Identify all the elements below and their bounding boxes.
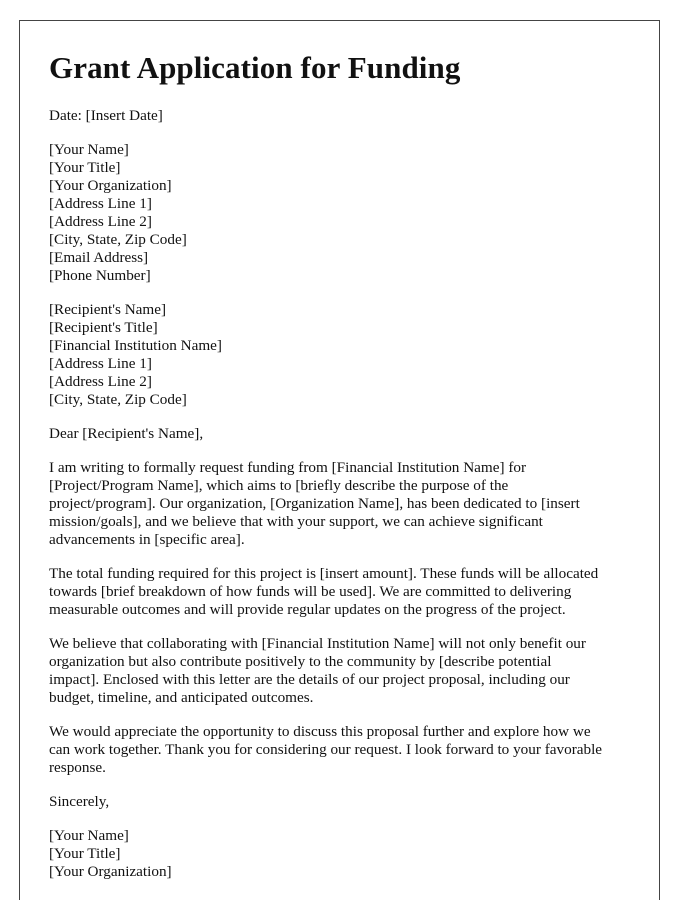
paragraph-line: We believe that collaborating with [Financial Institution Name] will not only benefit our (49, 635, 586, 652)
paragraph-line: impact]. Enclosed with this letter are the details of our project proposal, including our (49, 671, 570, 688)
signature-name: [Your Name] (49, 827, 129, 844)
body-paragraph-3 (49, 635, 639, 707)
signature-title: [Your Title] (49, 845, 121, 862)
sender-name: [Your Name] (49, 141, 129, 158)
body-paragraph-4 (49, 723, 639, 777)
recipient-institution: [Financial Institution Name] (49, 337, 222, 354)
salutation: Dear [Recipient's Name], (49, 425, 204, 442)
paragraph-line: measurable outcomes and will provide regular updates on the progress of the project. (49, 601, 566, 618)
sender-address-line-2: [Address Line 2] (49, 213, 152, 230)
body-paragraph-1 (49, 459, 639, 549)
sender-organization: [Your Organization] (49, 177, 172, 194)
paragraph-line: response. (49, 759, 106, 776)
paragraph-line: The total funding required for this project is [insert amount]. These funds will be allocated (49, 565, 599, 582)
paragraph-line: advancements in [specific area]. (49, 531, 245, 548)
sender-address-block (49, 141, 639, 285)
letter-title: Grant Application for Funding (49, 50, 461, 85)
signature-block (49, 827, 639, 881)
sender-phone: [Phone Number] (49, 267, 151, 284)
sender-address-line-1: [Address Line 1] (49, 195, 152, 212)
body-paragraph-2 (49, 565, 639, 619)
recipient-address-line-2: [Address Line 2] (49, 373, 152, 390)
paragraph-line: I am writing to formally request funding from [Financial Institution Name] for (49, 459, 527, 476)
paragraph-line: can work together. Thank you for considering our request. I look forward to your favorable (49, 741, 603, 758)
letter-page (19, 20, 660, 900)
paragraph-line: project/program]. Our organization, [Organization Name], has been dedicated to [insert (49, 495, 580, 512)
paragraph-line: towards [brief breakdown of how funds will be used]. We are committed to delivering (49, 583, 572, 600)
date-line: Date: [Insert Date] (49, 107, 163, 124)
paragraph-line: organization but also contribute positively to the community by [describe potential (49, 653, 552, 670)
recipient-name: [Recipient's Name] (49, 301, 167, 318)
recipient-address-block (49, 301, 639, 409)
recipient-address-line-1: [Address Line 1] (49, 355, 152, 372)
paragraph-line: budget, timeline, and anticipated outcomes. (49, 689, 314, 706)
sender-title: [Your Title] (49, 159, 121, 176)
sender-city-state-zip: [City, State, Zip Code] (49, 231, 187, 248)
recipient-city-state-zip: [City, State, Zip Code] (49, 391, 187, 408)
paragraph-line: We would appreciate the opportunity to discuss this proposal further and explore how we (49, 723, 591, 740)
closing: Sincerely, (49, 793, 110, 810)
signature-organization: [Your Organization] (49, 863, 172, 880)
recipient-title: [Recipient's Title] (49, 319, 158, 336)
paragraph-line: [Project/Program Name], which aims to [briefly describe the purpose of the (49, 477, 509, 494)
letter-content (49, 48, 639, 897)
sender-email: [Email Address] (49, 249, 149, 266)
paragraph-line: mission/goals], and we believe that with your support, we can achieve significant (49, 513, 543, 530)
